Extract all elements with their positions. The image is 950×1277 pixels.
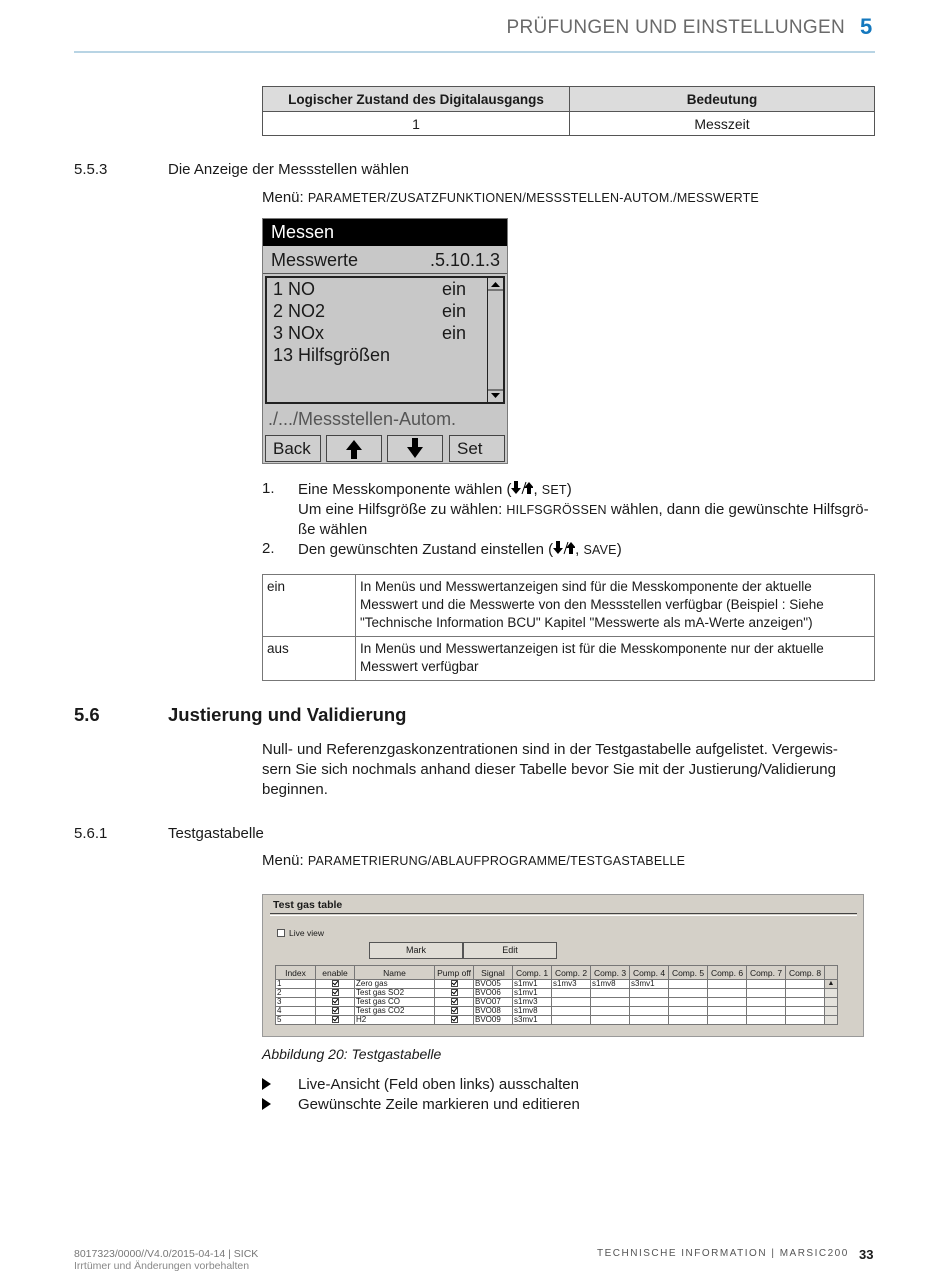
table-cell	[356, 637, 875, 681]
column-header[interactable]: Comp. 7	[747, 966, 786, 980]
table-row[interactable]	[276, 1016, 838, 1025]
cell-pump-off[interactable]	[435, 989, 474, 998]
column-header[interactable]: Index	[276, 966, 316, 980]
list-item-name: 13 Hilfsgrößen	[273, 345, 391, 365]
checked-icon	[332, 998, 339, 1005]
cell-index: 1	[276, 980, 316, 989]
scrollbar-track[interactable]	[825, 1016, 838, 1025]
cell-signal: BVO05	[474, 980, 513, 989]
cell-comp	[747, 980, 786, 989]
bullet-arrow-icon	[262, 1077, 272, 1094]
cell-comp: s1mv8	[513, 1007, 552, 1016]
step-text: Den gewünschten Zustand einstellen ( , SAVE)	[298, 541, 622, 558]
cell-comp	[669, 980, 708, 989]
list-item-name: 3 NOx	[273, 323, 325, 343]
set-button-label: Set	[457, 439, 483, 458]
table-cell: 1	[263, 112, 570, 136]
cell-enable[interactable]	[316, 1016, 355, 1025]
table-cell: Messzeit	[570, 112, 875, 136]
menu-path: PARAMETER/ZUSATZFUNKTIONEN/MESSSTELLEN-AUTOM./MESSWERTE	[307, 191, 759, 205]
cell-pump-off[interactable]	[435, 980, 474, 989]
cell-comp	[630, 1007, 669, 1016]
cell-index: 3	[276, 998, 316, 1007]
section-number: 5.6	[74, 704, 100, 725]
scroll-arrows-icon	[488, 278, 503, 402]
live-view-label: Live view	[289, 928, 324, 938]
table-row	[263, 575, 875, 637]
table-header: Logischer Zustand des Digitalausgangs	[263, 87, 570, 112]
table-cell	[356, 575, 875, 637]
cell-enable[interactable]	[316, 980, 355, 989]
live-view-checkbox[interactable]	[277, 929, 285, 937]
cell-index: 2	[276, 989, 316, 998]
checked-icon	[451, 989, 458, 996]
cell-name: Test gas SO2	[355, 989, 435, 998]
footer-doc-title: TECHNISCHE INFORMATION | MARSIC200	[597, 1248, 849, 1259]
menu-path-line	[262, 852, 685, 869]
cell-comp	[747, 989, 786, 998]
list-item-value: ein	[442, 279, 467, 299]
down-button[interactable]	[387, 435, 443, 462]
down-up-arrows-icon	[511, 481, 533, 495]
down-up-arrows-icon	[553, 541, 575, 555]
checked-icon	[332, 989, 339, 996]
scrollbar-track[interactable]	[825, 998, 838, 1007]
edit-button[interactable]: Edit	[463, 942, 557, 959]
cell-comp	[591, 989, 630, 998]
table-row[interactable]	[276, 989, 838, 998]
softkey-label: SET	[541, 483, 567, 497]
window-title: Test gas table	[273, 899, 343, 911]
cell-comp	[708, 998, 747, 1007]
list-item-name: 1 NO	[273, 279, 316, 299]
paragraph-line: beginnen.	[262, 781, 328, 798]
cell-comp	[747, 1016, 786, 1025]
checked-icon	[451, 980, 458, 987]
cell-comp	[630, 1016, 669, 1025]
cell-index: 4	[276, 1007, 316, 1016]
column-header[interactable]: Comp. 1	[513, 966, 552, 980]
scrollbar-track[interactable]	[825, 989, 838, 998]
cell-line: In Menüs und Messwertanzeigen sind für die Messkomponente der aktuelle	[360, 579, 812, 594]
list-item[interactable]	[273, 279, 315, 301]
menu-label: Menü:	[262, 189, 308, 206]
column-header[interactable]: Signal	[474, 966, 513, 980]
test-gas-grid	[275, 965, 838, 1025]
step-number: 2.	[262, 540, 275, 557]
cell-comp: s1mv1	[513, 989, 552, 998]
checked-icon	[332, 980, 339, 987]
scrollbar-track[interactable]	[825, 1007, 838, 1016]
checked-icon	[451, 998, 458, 1005]
figure-caption: Abbildung 20: Testgastabelle	[262, 1046, 442, 1062]
step-text-part: Eine Messkomponente wählen (	[298, 481, 512, 498]
display-title-bar	[263, 219, 507, 246]
device-display	[262, 218, 508, 464]
cell-line: In Menüs und Messwertanzeigen ist für die Messkomponente nur der aktuelle	[360, 641, 824, 656]
cell-line: "Technische Information BCU" Kapitel "Messwerte als mA-Werte anzeigen")	[360, 615, 813, 630]
table-header: Bedeutung	[570, 87, 875, 112]
display-title: Messen	[271, 222, 335, 242]
footer-doc-id: 8017323/0000//V4.0/2015-04-14 | SICK	[74, 1248, 259, 1260]
chapter-number: 5	[860, 14, 873, 39]
checked-icon	[451, 1007, 458, 1014]
checked-icon	[451, 1016, 458, 1023]
cell-signal: BVO06	[474, 989, 513, 998]
column-header[interactable]: Comp. 8	[786, 966, 825, 980]
cell-comp	[591, 1016, 630, 1025]
back-button-label: Back	[273, 439, 311, 458]
bullet-arrow-icon	[262, 1097, 272, 1114]
cell-pump-off[interactable]	[435, 1007, 474, 1016]
back-button[interactable]	[265, 435, 321, 462]
paragraph-line: Null- und Referenzgaskonzentrationen sind in der Testgastabelle aufgelistet. Vergewis-	[262, 741, 838, 758]
scroll-up-icon[interactable]: ▲	[825, 980, 838, 989]
cell-comp	[708, 1007, 747, 1016]
cell-name: Zero gas	[355, 980, 435, 989]
test-gas-table-screenshot	[262, 894, 864, 1037]
cell-signal: BVO07	[474, 998, 513, 1007]
step-text-part: Um eine Hilfsgröße zu wählen:	[298, 501, 507, 518]
cell-comp	[552, 1016, 591, 1025]
running-header-title: PRÜFUNGEN UND EINSTELLUNGEN	[506, 17, 845, 38]
cell-name: Test gas CO	[355, 998, 435, 1007]
cell-comp	[630, 989, 669, 998]
column-header[interactable]: Comp. 5	[669, 966, 708, 980]
column-header[interactable]: Comp. 2	[552, 966, 591, 980]
cell-comp: s3mv1	[630, 980, 669, 989]
step-text-part: wählen, dann die gewünschte Hilfsgrö-	[606, 501, 869, 518]
cell-comp: s1mv8	[591, 980, 630, 989]
list-item[interactable]	[273, 301, 325, 323]
column-header[interactable]: Pump off	[435, 966, 474, 980]
checked-icon	[332, 1016, 339, 1023]
display-menu-code: .5.10.1.3	[429, 250, 500, 270]
menu-label: Menü:	[262, 852, 308, 869]
section-title: Justierung und Validierung	[168, 704, 407, 725]
display-list	[265, 276, 505, 404]
arrow-down-icon	[388, 436, 442, 461]
list-item[interactable]	[273, 323, 324, 345]
table-cell: aus	[263, 637, 356, 681]
table-row[interactable]	[276, 998, 838, 1007]
table-row	[263, 637, 875, 681]
state-table	[262, 574, 875, 681]
cell-name: H2	[355, 1016, 435, 1025]
set-button[interactable]	[449, 435, 505, 462]
list-item[interactable]	[273, 345, 390, 367]
cell-comp	[708, 980, 747, 989]
cell-comp	[669, 1016, 708, 1025]
cell-comp	[591, 998, 630, 1007]
cell-comp	[669, 989, 708, 998]
bullet-item: Gewünschte Zeile markieren und editieren	[298, 1096, 580, 1113]
cell-comp: s1mv3	[552, 980, 591, 989]
cell-comp	[786, 1016, 825, 1025]
step-text-part: )	[616, 541, 622, 558]
cell-pump-off[interactable]	[435, 998, 474, 1007]
step-text-part: ße wählen	[298, 521, 368, 538]
page-number: 33	[859, 1247, 874, 1262]
display-path: ./.../Messstellen-Autom.	[268, 409, 457, 429]
cell-comp	[747, 1007, 786, 1016]
section-title: Die Anzeige der Messstellen wählen	[168, 161, 409, 178]
section-number: 5.6.1	[74, 825, 108, 842]
section-paragraph	[262, 740, 882, 800]
column-header[interactable]: Name	[355, 966, 435, 980]
table-row[interactable]	[276, 980, 838, 989]
menu-item-label: HILFSGRÖSSEN	[506, 503, 607, 517]
title-divider-highlight	[270, 915, 857, 916]
column-header[interactable]: Comp. 4	[630, 966, 669, 980]
display-menu-name: Messwerte	[271, 250, 359, 270]
cell-comp	[669, 998, 708, 1007]
cell-comp	[786, 998, 825, 1007]
cell-line: Messwert und die Messwerte von den Messstellen verfügbar (Beispiel : Siehe	[360, 597, 824, 612]
list-item-name: 2 NO2	[273, 301, 326, 321]
cell-comp: s3mv1	[513, 1016, 552, 1025]
cell-comp	[786, 1007, 825, 1016]
cell-comp	[708, 1016, 747, 1025]
cell-comp	[552, 1007, 591, 1016]
table-row	[263, 112, 875, 136]
cell-line: Messwert verfügbar	[360, 659, 479, 674]
step-number: 1.	[262, 480, 275, 497]
cell-enable[interactable]	[316, 989, 355, 998]
section-number: 5.5.3	[74, 161, 108, 178]
cell-signal: BVO08	[474, 1007, 513, 1016]
paragraph-line: sern Sie sich nochmals anhand dieser Tabelle bevor Sie mit der Justierung/Validierung	[262, 761, 836, 778]
bullet-item: Live-Ansicht (Feld oben links) ausschalten	[298, 1076, 579, 1093]
cell-comp: s1mv3	[513, 998, 552, 1007]
display-subheader	[263, 247, 507, 274]
step-text-part: )	[566, 481, 572, 498]
cell-comp	[786, 980, 825, 989]
header-rule	[74, 51, 875, 53]
scrollbar-header	[825, 966, 838, 980]
mark-button[interactable]: Mark	[369, 942, 463, 959]
checked-icon	[332, 1007, 339, 1014]
display-scrollbar[interactable]	[487, 278, 503, 402]
cell-comp: s1mv1	[513, 980, 552, 989]
cell-pump-off[interactable]	[435, 1016, 474, 1025]
step-text-part: Den gewünschten Zustand einstellen (	[298, 541, 554, 558]
cell-name: Test gas CO2	[355, 1007, 435, 1016]
cell-comp	[552, 989, 591, 998]
cell-comp	[747, 998, 786, 1007]
column-header[interactable]: enable	[316, 966, 355, 980]
table-row[interactable]	[276, 1007, 838, 1016]
list-item-value: ein	[442, 301, 467, 321]
column-header[interactable]: Comp. 3	[591, 966, 630, 980]
up-button[interactable]	[326, 435, 382, 462]
cell-comp	[786, 989, 825, 998]
arrow-up-icon	[327, 436, 381, 461]
cell-comp	[591, 1007, 630, 1016]
cell-signal: BVO09	[474, 1016, 513, 1025]
cell-comp	[669, 1007, 708, 1016]
cell-comp	[708, 989, 747, 998]
softkey-label: SAVE	[583, 543, 617, 557]
table-cell: ein	[263, 575, 356, 637]
step-text: Eine Messkomponente wählen ( , SET) Um eine Hilfsgröße zu wählen: HILFSGRÖSSEN wählen, dann die gewünschte Hilfsgrö- ße wählen	[298, 480, 878, 540]
title-divider	[270, 913, 857, 914]
cell-comp	[630, 998, 669, 1007]
cell-enable[interactable]	[316, 1007, 355, 1016]
menu-path-line	[262, 189, 759, 206]
list-item-value: ein	[442, 323, 467, 343]
cell-enable[interactable]	[316, 998, 355, 1007]
column-header[interactable]: Comp. 6	[708, 966, 747, 980]
footer-disclaimer: Irrtümer und Änderungen vorbehalten	[74, 1260, 250, 1272]
menu-path: PARAMETRIERUNG/ABLAUFPROGRAMME/TESTGASTABELLE	[307, 854, 686, 868]
digital-output-table	[262, 86, 875, 136]
cell-comp	[552, 998, 591, 1007]
grid-header-row	[276, 966, 838, 980]
cell-index: 5	[276, 1016, 316, 1025]
section-title: Testgastabelle	[168, 825, 264, 842]
